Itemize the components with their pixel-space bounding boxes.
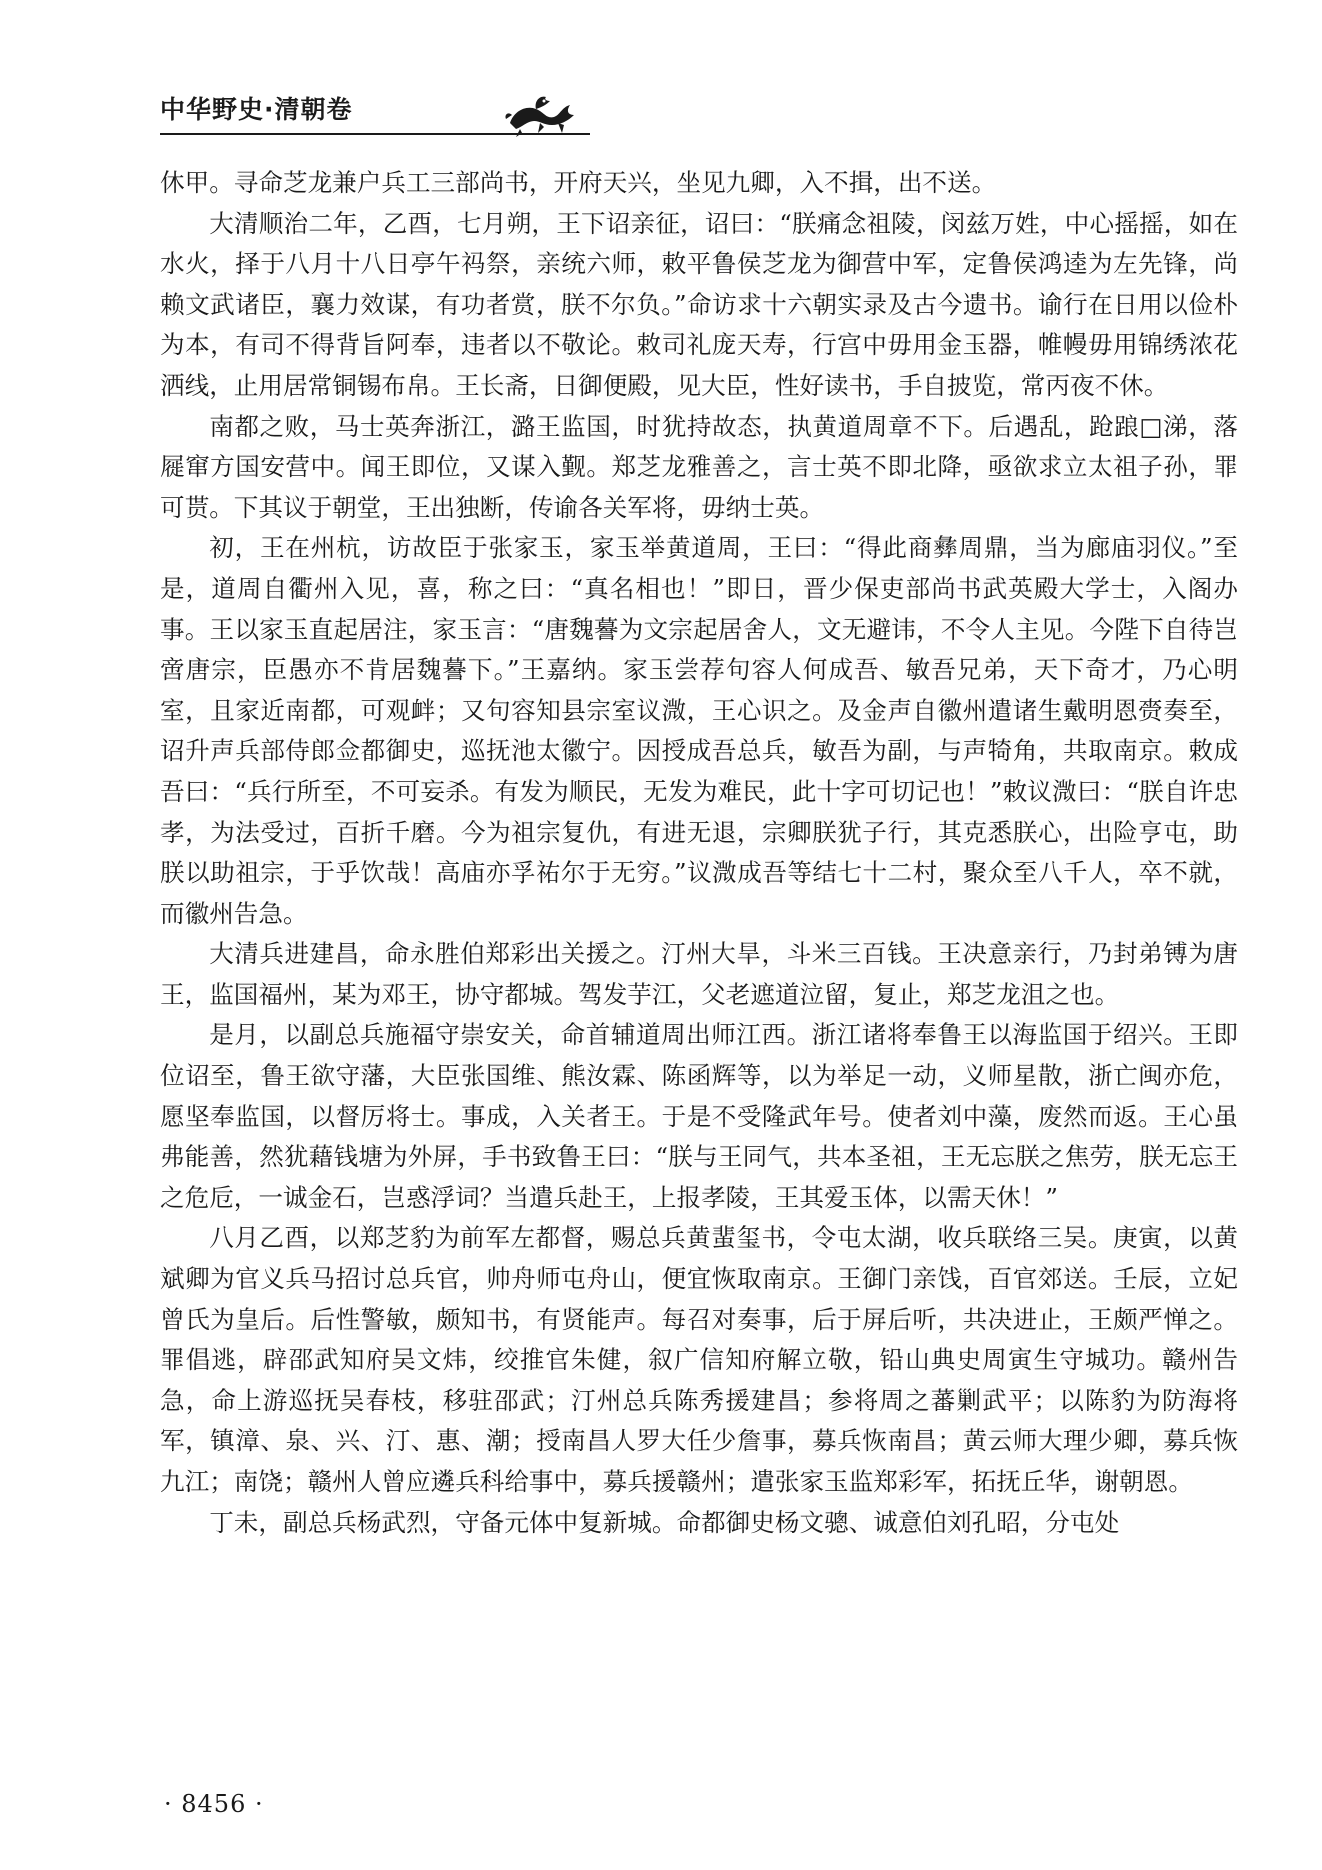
- paragraph: 是月，以副总兵施福守崇安关，命首辅道周出师江西。浙江诸将奉鲁王以海监国于绍兴。王即位诏至，鲁王欲守藩，大臣张国维、熊汝霖、陈函辉等，以为举足一动，义师星散，浙亡闽亦危，愿坚奉监国，以督厉将士。事成，入关者王。于是不受隆武年号。使者刘中藻，废然而返。王心虽弗能善，然犹藉钱塘为外屏，手书致鲁王曰：“朕与王同气，共本圣祖，王无忘朕之焦劳，朕无忘王之危卮，一诚金石，岂惑浮词？当遣兵赴王，上报孝陵，王其爱玉体，以需天休！”: [160, 1020, 1238, 1212]
- paragraph: 大清顺治二年，乙酉，七月朔，王下诏亲征，诏曰：“朕痛念祖陵，闵兹万姓，中心摇摇，如在水火，择于八月十八日亭午祃祭，亲统六师，敕平鲁侯芝龙为御营中军，定鲁侯鸿逵为左先锋，尚赖文武诸臣，襄力效谋，有功者赏，朕不尔负。”命访求十六朝实录及古今遗书。谕行在日用以俭朴为本，有司不得背旨阿奉，违者以不敬论。敕司礼庞天寿，行宫中毋用金玉器，帷幔毋用锦绣浓花洒线，止用居常铜锡布帛。王长斋，日御便殿，见大臣，性好读书，手自披览，常丙夜不休。: [160, 208, 1238, 400]
- running-header: [160, 95, 590, 155]
- header-rule: [160, 133, 590, 135]
- body-text: [160, 163, 1238, 1783]
- paragraph: 南都之败，马士英奔浙江，潞王监国，时犹持故态，执黄道周章不下。后遇乱，跄踉□涕，落屣窜方国安营中。闻王即位，又谋入觐。郑芝龙雅善之，言士英不即北降，亟欲求立太祖子孙，罪可贳。下其议于朝堂，王出独断，传谕各关军将，毋纳士英。: [160, 411, 1238, 522]
- paragraph: 初，王在州杭，访故臣于张家玉，家玉举黄道周，王曰：“得此商彝周鼎，当为廊庙羽仪。”至是，道周自衢州入见，喜，称之曰：“真名相也！”即日，晋少保吏部尚书武英殿大学士，入阁办事。王以家玉直起居注，家玉言：“唐魏謩为文宗起居舍人，文无避讳，不令人主见。今陛下自待岂啻唐宗，臣愚亦不肯居魏謩下。”王嘉纳。家玉尝荐句容人何成吾、敏吾兄弟，天下奇才，乃心明室，且家近南都，可观衅；又句容知县宗室议溦，王心识之。及金声自徽州遣诸生戴明恩赍奏至，诏升声兵部侍郎佥都御史，巡抚池太徽宁。因授成吾总兵，敏吾为副，与声犄角，共取南京。敕成吾曰：“兵行所至，不可妄杀。有发为顺民，无发为难民，此十字可切记也！”敕议溦曰：“朕自许忠孝，为法受过，百折千磨。今为祖宗复仇，有进无退，宗卿朕犹子行，其克悉朕心，出险亨屯，助朕以助祖宗，于乎饮哉！高庙亦孚祐尔于无穷。”议溦成吾等结七十二村，聚众至八千人，卒不就，而徽州告急。: [160, 533, 1238, 928]
- book-title: 中华野史·清朝卷: [160, 95, 353, 124]
- paragraph: 休甲。寻命芝龙兼户兵工三部尚书，开府天兴，坐见九卿，入不揖，出不送。: [160, 168, 997, 197]
- paragraph: 丁未，副总兵杨武烈，守备元体中复新城。命都御史杨文骢、诚意伯刘孔昭，分屯处: [209, 1507, 1120, 1537]
- paragraph: 八月乙酉，以郑芝豹为前军左都督，赐总兵黄蜚玺书，令屯太湖，收兵联络三吴。庚寅，以黄斌卿为官义兵马招讨总兵官，帅舟师屯舟山，便宜恢取南京。王御门亲饯，百官郊送。壬辰，立妃曾氏为皇后。后性警敏，颇知书，有贤能声。每召对奏事，后于屏后听，共决进止，王颇严惮之。罪倡逃，辟邵武知府吴文炜，绞推官朱健，叙广信知府解立敬，铅山典史周寅生守城功。赣州告急，命上游巡抚吴春枝，移驻邵武；汀州总兵陈秀援建昌；参将周之蕃剿武平；以陈豹为防海将军，镇漳、泉、兴、汀、惠、潮；授南昌人罗大任少詹事，募兵恢南昌；黄云师大理少卿，募兵恢九江；南饶；赣州人曾应遴兵科给事中，募兵援赣州；遣张家玉监郑彩军，拓抚丘华，谢朝恩。: [160, 1223, 1238, 1496]
- page-number: · 8456 ·: [164, 1790, 264, 1818]
- paragraph: 大清兵进建昌，命永胜伯郑彩出关援之。汀州大旱，斗米三百钱。王决意亲行，乃封弟镈为唐王，监国福州，某为邓王，协守都城。驾发芋江，父老遮道泣留，复止，郑芝龙沮之也。: [160, 939, 1238, 1009]
